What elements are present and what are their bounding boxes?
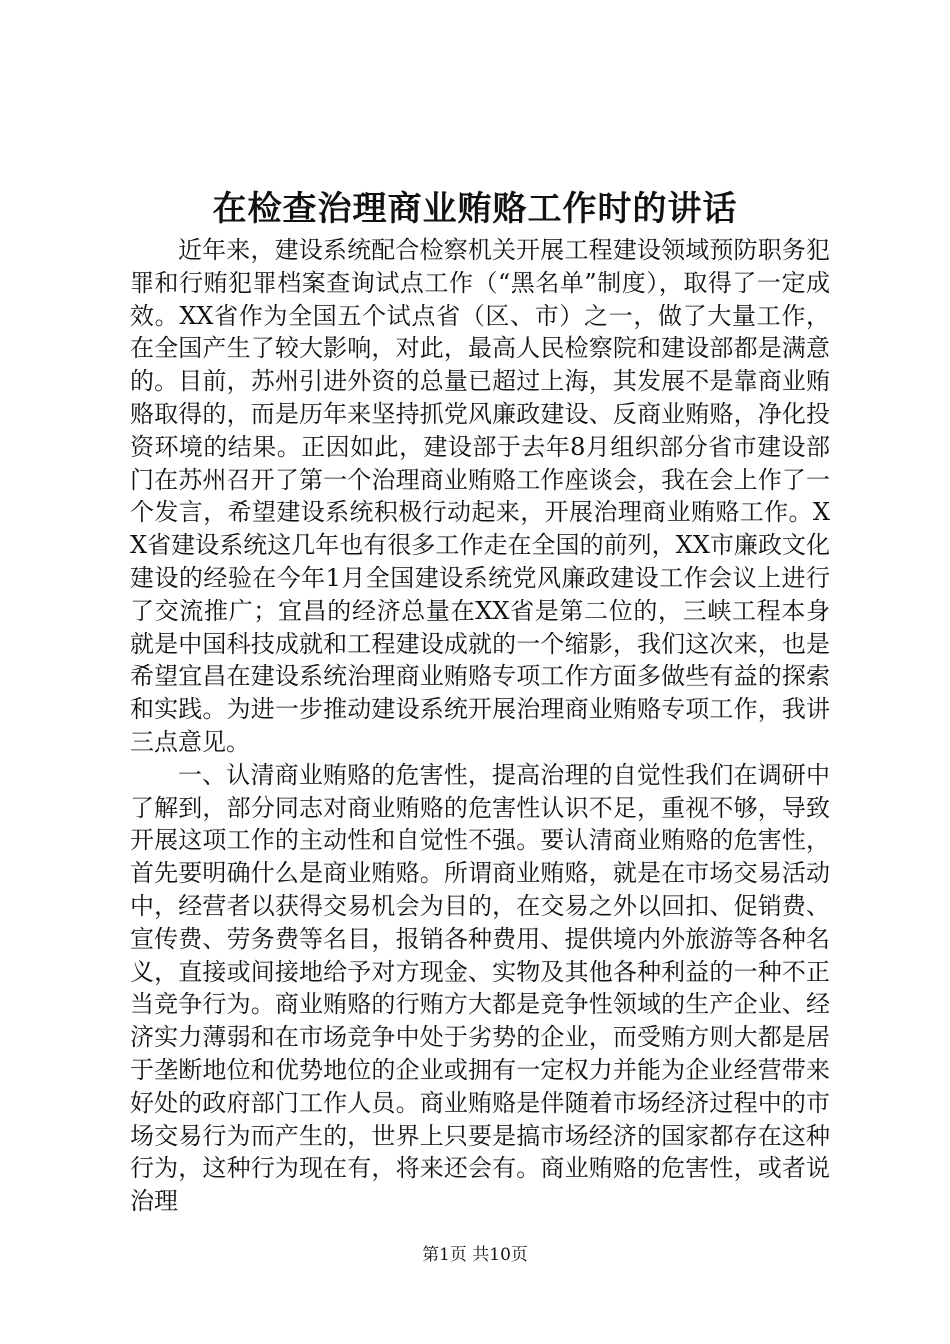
- document-body: [130, 234, 830, 1218]
- paragraph-intro: 近年来，建设系统配合检察机关开展工程建设领域预防职务犯罪和行贿犯罪档案查询试点工作（“黑名单”制度），取得了一定成效。XX省作为全国五个试点省（区、市）之一，做了大量工作，在全国产生了较大影响，对此，最高人民检察院和建设部都是满意的。目前，苏州引进外资的总量已超过上海，其发展不是靠商业贿赂取得的，而是历年来坚持抓党风廉政建设、反商业贿赂，净化投资环境的结果。正因如此，建设部于去年8月组织部分省市建设部门在苏州召开了第一个治理商业贿赂工作座谈会，我在会上作了一个发言，希望建设系统积极行动起来，开展治理商业贿赂工作。XX省建设系统这几年也有很多工作走在全国的前列，XX市廉政文化建设的经验在今年1月全国建设系统党风廉政建设工作会议上进行了交流推广；宜昌的经济总量在XX省是第二位的，三峡工程本身就是中国科技成就和工程建设成就的一个缩影，我们这次来，也是希望宜昌在建设系统治理商业贿赂专项工作方面多做些有益的探索和实践。为进一步推动建设系统开展治理商业贿赂专项工作，我讲三点意见。: [130, 236, 830, 756]
- paragraph-section-one: 一、认清商业贿赂的危害性，提高治理的自觉性我们在调研中了解到，部分同志对商业贿赂的危害性认识不足，重视不够，导致开展这项工作的主动性和自觉性不强。要认清商业贿赂的危害性，首先要明确什么是商业贿赂。所谓商业贿赂，就是在市场交易活动中，经营者以获得交易机会为目的，在交易之外以回扣、促销费、宣传费、劳务费等名目，报销各种费用、提供境内外旅游等各种名义，直接或间接地给予对方现金、实物及其他各种利益的一种不正当竞争行为。商业贿赂的行贿方大都是竞争性领域的生产企业、经济实力薄弱和在市场竞争中处于劣势的企业，而受贿方则大都是居于垄断地位和优势地位的企业或拥有一定权力并能为企业经营带来好处的政府部门工作人员。商业贿赂是伴随着市场经济过程中的市场交易行为而产生的，世界上只要是搞市场经济的国家都存在这种行为，这种行为现在有，将来还会有。商业贿赂的危害性，或者说治理: [130, 760, 830, 1216]
- page-number-footer: 第1页 共10页: [422, 1245, 528, 1265]
- document-title: 在检查治理商业贿赂工作时的讲话: [212, 189, 738, 229]
